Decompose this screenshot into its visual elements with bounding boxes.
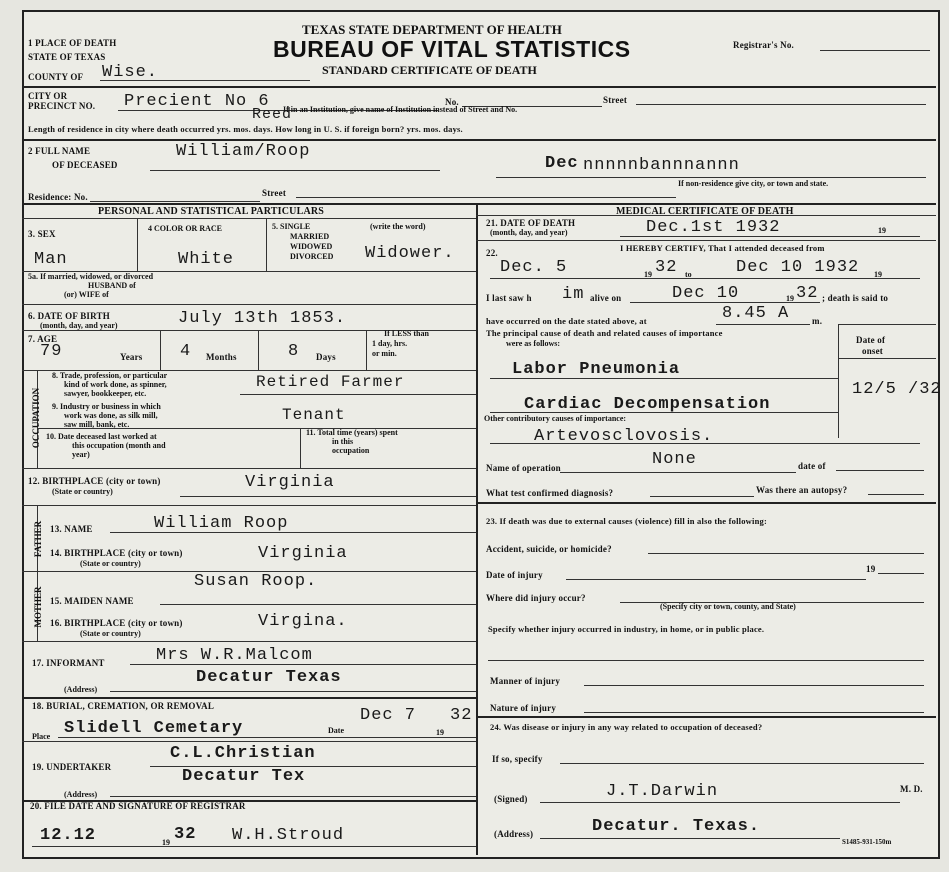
residence-label: Residence: No. <box>28 192 88 202</box>
total-time-label1: 11. Total time (years) spent <box>306 428 398 437</box>
dob-value: July 13th 1853. <box>178 309 347 328</box>
op-date-label: date of <box>798 461 826 471</box>
registrar-value: W.H.Stroud <box>232 826 345 845</box>
item-22: 22. <box>486 248 498 258</box>
file-date-label: 20. FILE DATE AND SIGNATURE OF REGISTRAR <box>30 801 246 811</box>
father-side-label: FATHER <box>33 520 43 558</box>
file-date-value: 12.12 <box>40 826 97 845</box>
cause-label1: The principal cause of death and related causes of importance <box>486 328 723 338</box>
birthplace-label2: (State or country) <box>52 487 113 496</box>
undertaker-label: 19. UNDERTAKER <box>32 762 112 772</box>
autopsy-label: Was there an autopsy? <box>756 485 848 495</box>
attended-from: Dec. 5 <box>500 258 568 277</box>
dod-label1: 21. DATE OF DEATH <box>486 218 576 228</box>
trade-label3: sawyer, bookkeeper, etc. <box>64 389 147 398</box>
undertaker-address-label: (Address) <box>64 790 98 799</box>
sex-label: 3. SEX <box>28 229 56 239</box>
no-label: No. <box>445 97 459 107</box>
attended-19a: 19 <box>644 270 652 279</box>
cause-label2: were as follows: <box>506 339 561 348</box>
days-label: Days <box>316 352 336 362</box>
industry-label3: saw mill, bank, etc. <box>64 420 130 429</box>
total-time-label3: occupation <box>332 446 370 455</box>
manner-label: Manner of injury <box>490 676 561 686</box>
burial-year: 32 <box>450 706 473 725</box>
time-m: m. <box>812 316 823 326</box>
color-label: 4 COLOR OR RACE <box>148 224 223 233</box>
burial-place-value: Slidell Cemetary <box>64 719 244 738</box>
industry-label1: 9. Industry or business in which <box>52 402 161 411</box>
nonresidence-note: If non-residence give city, or town and state. <box>678 179 829 188</box>
burial-place-label: Place <box>32 732 51 741</box>
total-time-label2: in this <box>332 437 354 446</box>
age-years: 79 <box>40 342 63 361</box>
bureau-title: BUREAU OF VITAL STATISTICS <box>273 36 631 62</box>
contributory-value: Artevosclovosis. <box>534 427 714 446</box>
mother-birthplace-label1: 16. BIRTHPLACE (city or town) <box>50 618 183 628</box>
cause-1: Labor Pneumonia <box>512 360 681 379</box>
county-value: Wise. <box>102 63 159 82</box>
marital-label1: 5. SINGLE <box>272 222 311 231</box>
personal-section-title: PERSONAL AND STATISTICAL PARTICULARS <box>98 206 325 217</box>
place-of-death-label: 1 PLACE OF DEATH <box>28 38 117 48</box>
medical-section-title: MEDICAL CERTIFICATE OF DEATH <box>616 206 794 217</box>
injury-where-note: (Specify city or town, county, and State) <box>660 602 796 611</box>
city-label1: CITY OR <box>28 91 68 101</box>
last-worked-label3: year) <box>72 450 90 459</box>
father-birthplace-value: Virginia <box>258 544 348 563</box>
industry-label2: work was done, as silk mill, <box>64 411 158 420</box>
last-saw-date: Dec 10 <box>672 284 740 303</box>
marital-value: Widower. <box>365 244 455 263</box>
father-name-value: William Roop <box>154 514 289 533</box>
last-saw-label: I last saw h <box>486 293 532 303</box>
spouse-label1: 5a. If married, widowed, or divorced <box>28 272 154 281</box>
occupation-related-label: 24. Was disease or injury in any way related to occupation of deceased? <box>490 722 763 732</box>
trade-label1: 8. Trade, profession, or particular <box>52 371 168 380</box>
marital-label2: MARRIED <box>290 232 330 241</box>
occupation-side-label: OCCUPATION <box>31 387 41 449</box>
residence-overtype: Reed <box>252 106 293 123</box>
full-name-label1: 2 FULL NAME <box>28 146 91 156</box>
father-birthplace-label1: 14. BIRTHPLACE (city or town) <box>50 548 183 558</box>
undertaker-value: C.L.Christian <box>170 744 316 763</box>
signed-label: (Signed) <box>494 794 528 804</box>
spouse-label2: HUSBAND of <box>88 281 136 290</box>
informant-address-label: (Address) <box>64 685 98 694</box>
attended-19b: 19 <box>874 270 882 279</box>
residence-street-label: Street <box>262 188 287 198</box>
injury-19: 19 <box>866 564 876 574</box>
father-birthplace-label2: (State or country) <box>80 559 141 568</box>
less-label2: 1 day, hrs. <box>372 339 408 348</box>
father-name-label: 13. NAME <box>50 524 93 534</box>
if-so-label: If so, specify <box>492 754 543 764</box>
agency-title: TEXAS STATE DEPARTMENT OF HEALTH <box>302 22 562 37</box>
marital-label4: DIVORCED <box>290 252 334 261</box>
operation-value: None <box>652 450 697 469</box>
sex-value: Man <box>34 250 68 269</box>
md-label: M. D. <box>900 784 923 794</box>
marital-label3: WIDOWED <box>290 242 333 251</box>
age-days: 8 <box>288 342 300 361</box>
certify-text: I HEREBY CERTIFY, That I attended deceased from <box>620 243 825 253</box>
registrar-no-label: Registrar's No. <box>733 40 794 50</box>
mother-birthplace-value: Virgina. <box>258 612 348 631</box>
alive-on-label: alive on <box>590 293 622 303</box>
undertaker-address-value: Decatur Tex <box>182 767 306 786</box>
external-label: 23. If death was due to external causes (violence) fill in also the following: <box>486 516 767 526</box>
form-number: S1485-931-150m <box>842 838 892 846</box>
dod-value: Dec.1st 1932 <box>646 218 781 237</box>
color-value: White <box>178 250 235 269</box>
mother-name-label: 15. MAIDEN NAME <box>50 596 134 606</box>
name-overtype: Dec <box>545 154 579 173</box>
certificate-title: STANDARD CERTIFICATE OF DEATH <box>322 63 537 77</box>
injury-where-label: Where did injury occur? <box>486 593 586 603</box>
operation-label: Name of operation <box>486 463 561 473</box>
nature-label: Nature of injury <box>490 703 557 713</box>
burial-label: 18. BURIAL, CREMATION, OR REMOVAL <box>32 701 215 711</box>
test-label: What test confirmed diagnosis? <box>486 488 614 498</box>
birthplace-value: Virginia <box>245 473 335 492</box>
dob-label2: (month, day, and year) <box>40 321 118 330</box>
last-year: 32 <box>796 284 819 303</box>
city-value: Precient No 6 <box>124 92 270 111</box>
burial-19: 19 <box>436 728 444 737</box>
street-label: Street <box>603 95 628 105</box>
industry-value: Tenant <box>282 406 346 424</box>
injury-specify-label: Specify whether injury occurred in industry, in home, or in public place. <box>488 624 765 634</box>
less-label3: or min. <box>372 349 397 358</box>
mother-birthplace-label2: (State or country) <box>80 629 141 638</box>
time-value: 8.45 A <box>722 304 790 323</box>
dod-19: 19 <box>878 226 886 235</box>
mother-side-label: MOTHER <box>33 586 43 628</box>
name-overtype2: nnnnnbannnannn <box>583 156 740 175</box>
less-label1: If LESS than <box>384 329 429 338</box>
informant-label: 17. INFORMANT <box>32 658 105 668</box>
physician-address-label: (Address) <box>494 829 534 839</box>
death-said-label: ; death is said to <box>822 293 889 303</box>
mother-name-value: Susan Roop. <box>194 572 318 591</box>
institution-note: If in an Institution, give name of Institution instead of Street and No. <box>283 105 518 114</box>
attended-to: Dec 10 1932 <box>736 258 860 277</box>
spouse-label3: (or) WIFE of <box>64 290 109 299</box>
last-worked-label2: this occupation (month and <box>72 441 166 450</box>
marital-note: (write the word) <box>370 222 426 231</box>
dod-label2: (month, day, and year) <box>490 228 568 237</box>
accident-label: Accident, suicide, or homicide? <box>486 544 612 554</box>
years-label: Years <box>120 352 143 362</box>
residence-length-label: Length of residence in city where death occurred yrs. mos. days. How long in U. S. if foreign born? yrs. mos. days. <box>28 124 463 134</box>
file-19: 19 <box>162 838 170 847</box>
county-label: COUNTY OF <box>28 72 84 82</box>
physician-address-value: Decatur. Texas. <box>592 817 761 836</box>
last-19: 19 <box>786 294 794 303</box>
birthplace-label1: 12. BIRTHPLACE (city or town) <box>28 476 161 486</box>
cause-2: Cardiac Decompensation <box>524 395 771 414</box>
burial-date-label: Date <box>328 726 344 735</box>
full-name-value: William/Roop <box>176 142 311 161</box>
full-name-label2: OF DECEASED <box>52 160 118 170</box>
to-label: to <box>685 270 692 279</box>
burial-date-value: Dec 7 <box>360 706 417 725</box>
file-year: 32 <box>174 825 197 844</box>
dob-label1: 6. DATE OF BIRTH <box>28 311 110 321</box>
last-saw-him: im <box>562 285 585 304</box>
age-months: 4 <box>180 342 192 361</box>
injury-date-label: Date of injury <box>486 570 543 580</box>
last-worked-label1: 10. Date deceased last worked at <box>46 432 157 441</box>
trade-value: Retired Farmer <box>256 373 405 391</box>
onset-value: 12/5 /32 <box>852 380 942 399</box>
physician-value: J.T.Darwin <box>606 782 719 801</box>
age-label: 7. AGE <box>28 334 58 344</box>
onset-label2: onset <box>862 346 883 356</box>
informant-value: Mrs W.R.Malcom <box>156 646 313 665</box>
months-label: Months <box>206 352 237 362</box>
city-label2: PRECINCT NO. <box>28 101 96 111</box>
onset-label1: Date of <box>856 335 886 345</box>
trade-label2: kind of work done, as spinner, <box>64 380 167 389</box>
occurred-label: have occurred on the date stated above, at <box>486 316 647 326</box>
state-label: STATE OF TEXAS <box>28 52 106 62</box>
informant-address-value: Decatur Texas <box>196 668 342 687</box>
other-label: Other contributory causes of importance: <box>484 414 627 423</box>
attended-from-year: 32 <box>655 258 678 277</box>
